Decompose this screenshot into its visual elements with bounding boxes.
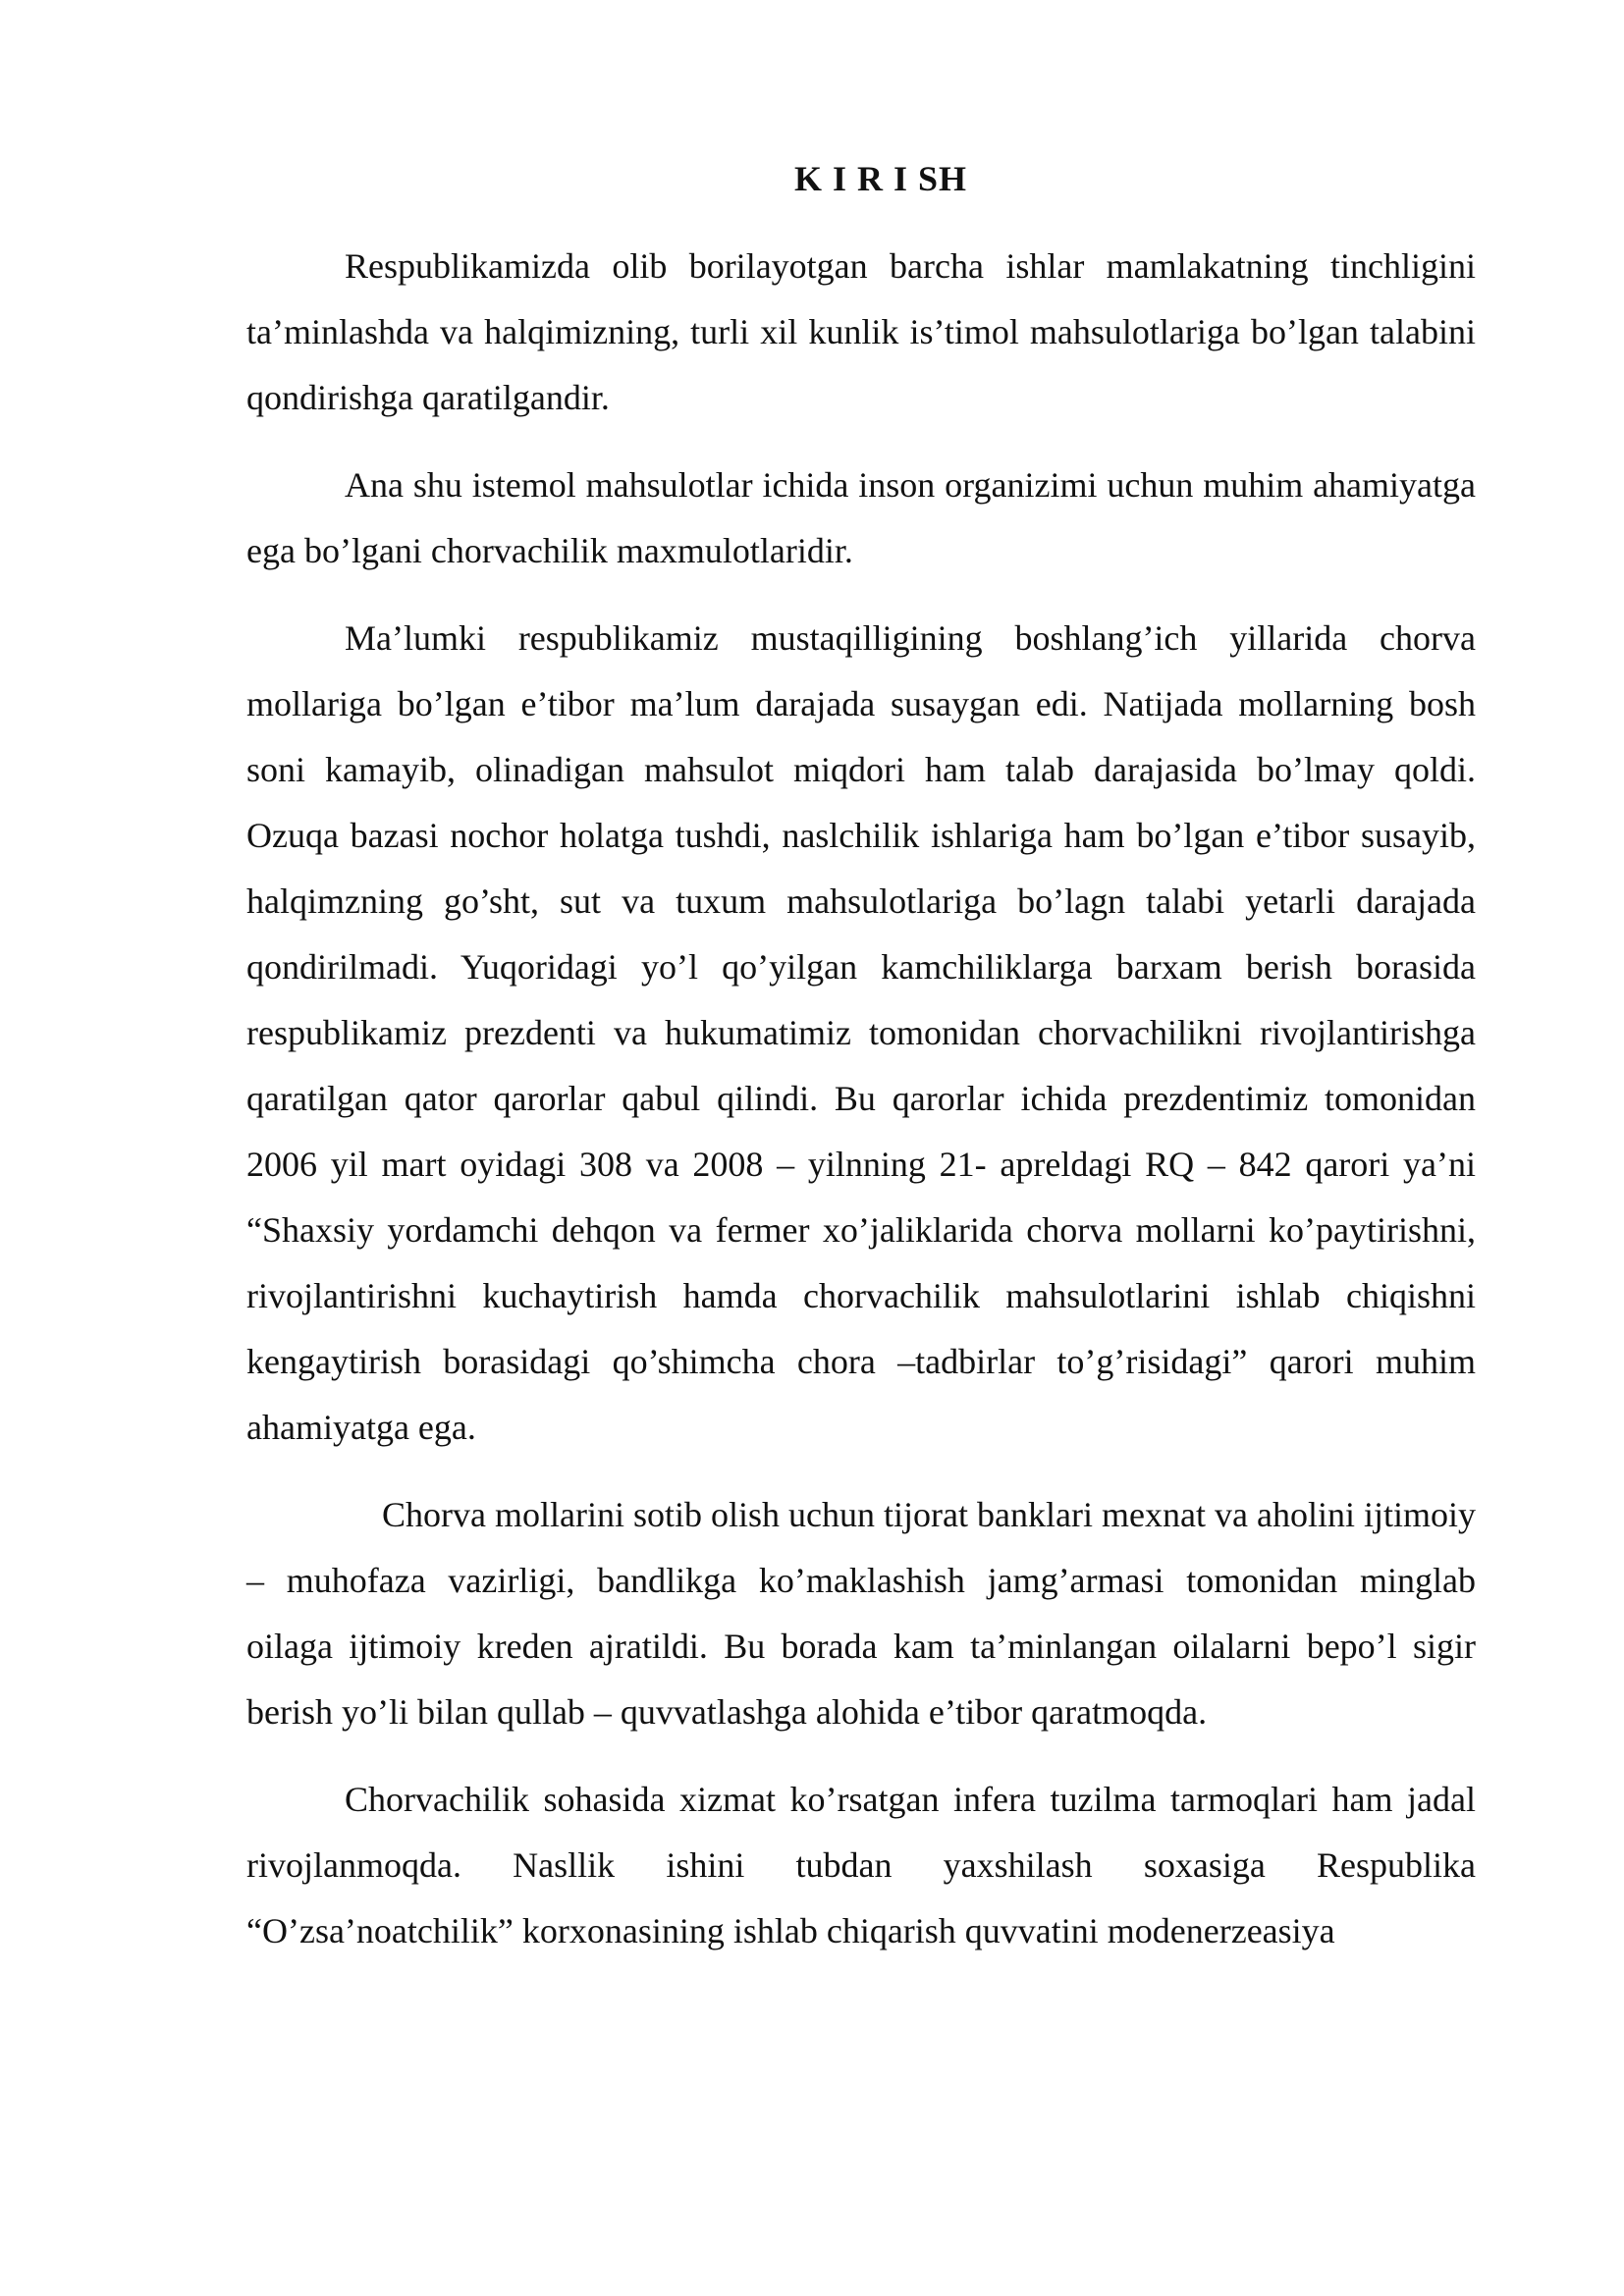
- paragraph-5: Chorvachilik sohasida xizmat ko’rsatgan infera tuzilma tarmoqlari ham jadal rivojlanmoqda. Nasllik ishini tubdan yaxshilash soxasiga Respublika “O’zsa’noatchilik” korxonasining ishlab chiqarish quvvatini modenerzeasiya: [246, 1780, 1476, 1950]
- paragraph-3: Ma’lumki respublikamiz mustaqilligining boshlang’ich yillarida chorva mollariga bo’lgan e’tibor ma’lum darajada susaygan edi. Natijada mollarning bosh soni kamayib, olinadigan mahsulot miqdori ham talab darajasida bo’lmay qoldi. Ozuqa bazasi nochor holatga tushdi, naslchilik ishlariga ham bo’lgan e’tibor susayib, halqimzning go’sht, sut va tuxum mahsulotlariga bo’lagn talabi yetarli darajada qondirilmadi. Yuqoridagi yo’l qo’yilgan kamchiliklarga barxam berish borasida respublikamiz prezdenti va hukumatimiz tomonidan chorvachilikni rivojlantirishga qaratilgan qator qarorlar qabul qilindi. Bu qarorlar ichida prezdentimiz tomonidan 2006 yil mart oyidagi 308 va 2008 – yilnning 21- apreldagi RQ – 842 qarori ya’ni “Shaxsiy yordamchi dehqon va fermer xo’jaliklarida chorva mollarni ko’paytirishni, rivojlantirishni kuchaytirish hamda chorvachilik mahsulotlarini ishlab chiqishni kengaytirish borasidagi qo’shimcha chora –tadbirlar to’g’risidagi” qarori muhim ahamiyatga ega.: [246, 618, 1476, 1447]
- page-title: K I R I SH: [793, 159, 968, 198]
- paragraph-2: Ana shu istemol mahsulotlar ichida inson organizimi uchun muhim ahamiyatga ega bo’lgani chorvachilik maxmulotlaridir.: [246, 465, 1476, 570]
- document-body: [246, 149, 1476, 1986]
- paragraph-1: Respublikamizda olib borilayotgan barcha ishlar mamlakatning tinchligini ta’minlashda va halqimizning, turli xil kunlik is’timol mahsulotlariga bo’lgan talabini qondirishga qaratilgandir.: [246, 246, 1476, 417]
- paragraph-4: Chorva mollarini sotib olish uchun tijorat banklari mexnat va aholini ijtimoiy – muhofaza vazirligi, bandlikga ko’maklashish jamg’armasi tomonidan minglab oilaga ijtimoiy kreden ajratildi. Bu borada kam ta’minlangan oilalarni bepo’l sigir berish yo’li bilan qullab – quvvatlashga alohida e’tibor qaratmoqda.: [246, 1495, 1476, 1732]
